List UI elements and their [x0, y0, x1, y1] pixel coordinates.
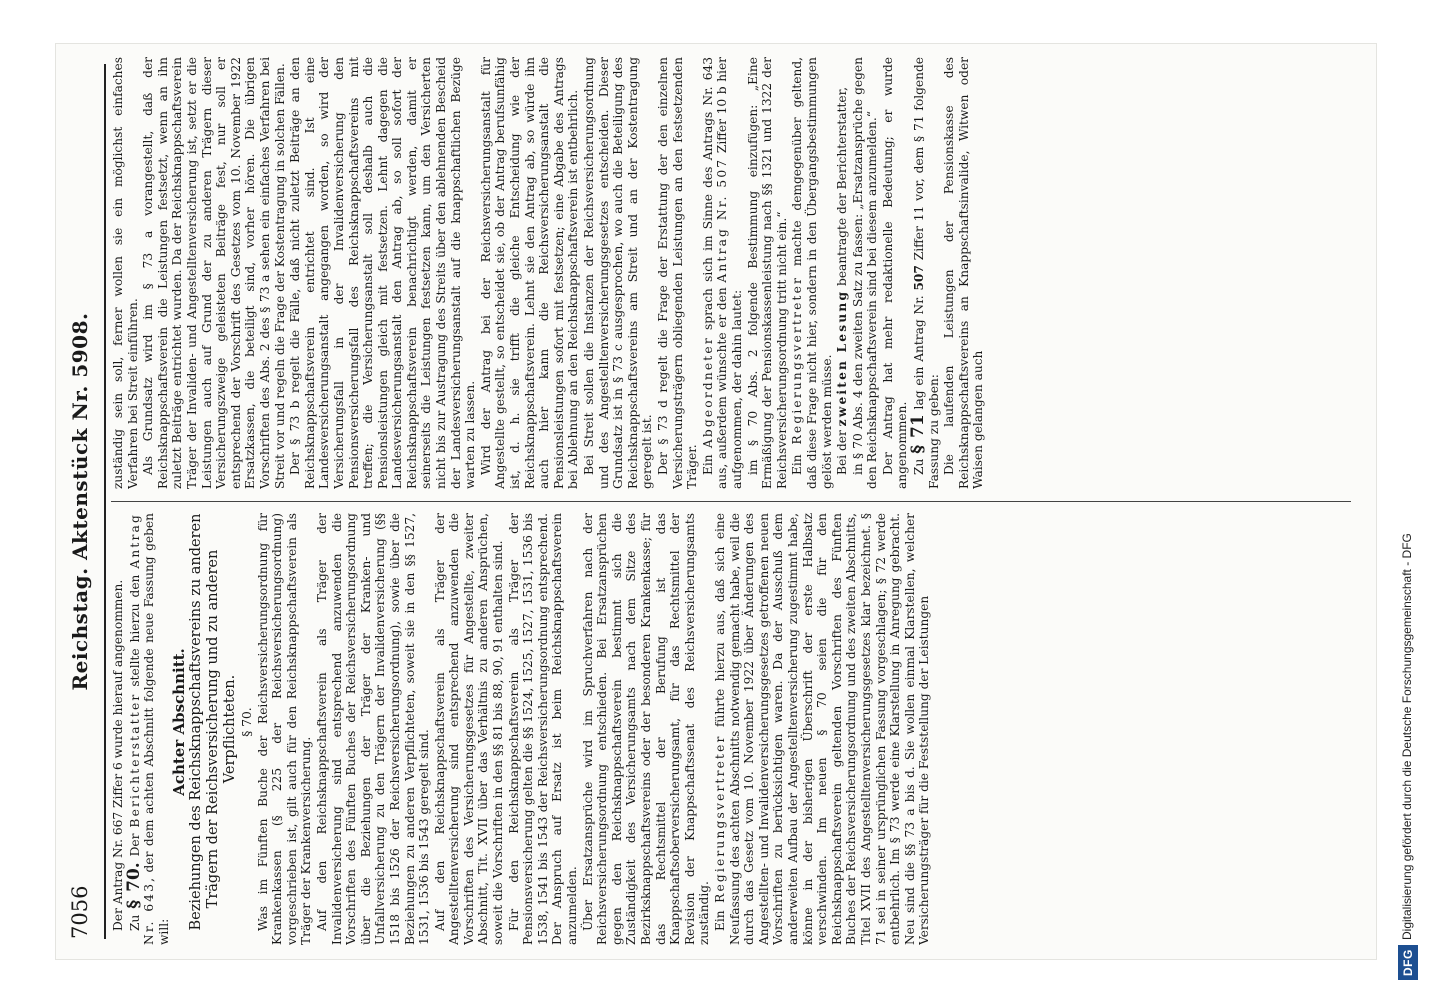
paragraph: Ein Abgeordneter sprach sich im Sinne des Antrags Nr. 643 aus, außerdem wünschte er den Antrag Nr. 507 Ziffer 10 b hier aufgenommen, der dahin lautet: — [700, 57, 744, 489]
paragraph: Ein Regierungsvertreter machte demgegenüber geltend, daß diese Frage nicht hier, sondern in den Übergangsbestimmungen gelöst werden müsse. — [790, 57, 834, 489]
spaced-term: Regierungsvertreter — [712, 734, 727, 903]
column-divider — [111, 501, 1351, 502]
paragraph: Zu § 70. Der Berichterstatter stellte hierzu den Antrag Nr. 643, der dem achten Abschnitt folgende neue Fassung geben will: — [123, 513, 171, 945]
paragraph: Auf den Reichsknappschaftsverein als Träger der Angestelltenversicherung sind entsprechend anzuwenden die Vorschriften des Versicherungsgesetzes für Angestellte, zweiter Abschnitt, Tit. XVII über das Verhältnis zu anderen Ansprüchen, soweit die Vorschriften in den §§ 81 bis 88, 90, 91 enthalten sind. — [432, 513, 506, 945]
spaced-term: Regierungsvertreter — [790, 275, 805, 445]
paragraph: Der Antrag hat mehr redaktionelle Bedeutung; er wurde angenommen. — [880, 57, 910, 489]
spaced-term: Berichterstatter — [127, 692, 142, 828]
digitization-credit: Digitalisierung gefördert durch die Deutsche Forschungsgemeinschaft - DFG — [1400, 533, 1414, 940]
paragraph: Der § 73 d regelt die Frage der Erstattung der den einzelnen Versicherungsträgern obliegenden Leistungen an den festsetzenden Träger. — [655, 57, 700, 489]
section-heading: Achter Abschnitt. — [170, 648, 189, 796]
paragraph: Für den Reichsknappschaftsverein als Träger der Pensionsversicherung gelten die §§ 1524, 1525, 1527, 1531, 1536 bis 1538, 1541 bis 1543 der Reichsversicherungsordnung entsprechend. Der Anspruch auf Ersatz ist beim Reichsknappschaftsverein anzumelden. — [506, 513, 580, 945]
paragraph: Was im Fünften Buche der Reichsversicherungsordnung für Krankenkassen (§ 225 der Reichsversicherungsordnung) vorgeschrieben ist, gilt auch für den Reichsknappschaftsverein als Träger der Krankenversicherung. — [255, 513, 314, 945]
paragraph: Der Antrag Nr. 667 Ziffer 6 wurde hierauf angenommen. — [111, 579, 125, 931]
quoted-amendment: Die laufenden Leistungen der Pensionskasse des Reichsknappschaftsvereins an Knappschaftsinvalide, Witwen oder Waisen gelangen auch — [942, 57, 986, 489]
paragraph: Zu § 71 lag ein Antrag Nr. 507 Ziffer 11 vor, dem § 71 folgende Fassung zu geben: — [908, 57, 941, 489]
section-title: Beziehungen des Reichsknappschaftsvereins zu anderen Trägern der Reichsversicherung und zu anderen Verpflichteten. — [187, 513, 238, 931]
bold-term: zweiten Lesung — [835, 289, 850, 427]
right-column — [111, 57, 1356, 489]
paragraph-symbol: § 70. — [123, 862, 144, 909]
paragraph-symbol: § 71 — [908, 414, 929, 454]
quoted-amendment: in § 70 Abs. 4 den zweiten Satz zu fassen: „Ersatzansprüche gegen den Reichsknappschaftsverein sind bei diesem anzumelden.“ — [850, 57, 880, 489]
left-column — [111, 513, 1356, 945]
dfg-logo: DFG — [1398, 945, 1418, 980]
digitization-credit-bar — [1392, 20, 1428, 980]
quoted-amendment: im § 70 Abs. 2 folgende Bestimmung einzufügen: „Eine Ermäßigung der Pensionskassenleistung nach §§ 1321 und 1322 der Reichsversicherungsordnung tritt nicht ein.“ — [745, 57, 789, 489]
paragraph: Über Ersatzansprüche wird im Spruchverfahren nach der Reichsversicherungsordnung entschieden. Bei Ersatzansprüchen gegen den Reichsknappschaftsverein bestimmt sich die Zuständigkeit des Versicherungsamts nach dem Sitze des Bezirksknappschaftsvereins oder der besonderen Krankenkasse; für das Rechtsmittel der Berufung ist das Knappschaftsoberversicherungsamt, für das Rechtsmittel der Revision der Knappschaftssenat des Reichsversicherungsamts zuständig. — [580, 513, 712, 945]
paragraph: Auf den Reichsknappschaftsverein als Träger der Invalidenversicherung sind entsprechend anzuwenden die Vorschriften des Fünften Buches der Reichsversicherungsordnung über die Beziehungen der Träger der Kranken- und Unfallversicherung zu den Trägern der Invalidenversicherung (§§ 1518 bis 1526 der Reichsversicherungsordnung), sowie über die Beziehungen zu anderen Verpflichteten, soweit sie in den §§ 1527, 1531, 1536 bis 1543 geregelt sind. — [314, 513, 432, 945]
page-header — [68, 64, 98, 939]
paragraph: Als Grundsatz wird im § 73 a vorangestellt, daß der Reichsknappschaftsverein die Leistungen festsetzt, wenn an ihn zuletzt Beiträge entrichtet wurden. Da der Reichsknappschaftsverein Träger der Invaliden- und Angestelltenversicherung ist, setzt er die Leistungen auch auf Grund der zu anderen Trägern dieser Versicherungszweige geleisteten Beiträge fest, nur soll er entsprechend der Vorschrift des Gesetzes vom 10. November 1922 Ersatzkassen, die beteiligt sind, vorher hören. Die übrigen Vorschriften des Abs. 2 des § 73 a sehen ein einfaches Verfahren bei Streit vor und regeln die Frage der Kostentragung in solchen Fällen. — [141, 57, 287, 489]
paragraph: Der § 73 b regelt die Fälle, daß nicht zuletzt Beiträge an den Reichsknappschaftsverein entrichtet sind. Ist eine Landesversicherungsanstalt angegangen worden, so wird der Versicherungsfall in der Invalidenversicherung den Pensionsversicherungsfall des Reichsknappschaftsvereins mit treffen; die Versicherungsanstalt soll deshalb auch die Pensionsleistungen gleich mit festsetzen. Lehnt dagegen die Landesversicherungsanstalt den Antrag ab, so soll sofort der Reichsknappschaftsverein benachrichtigt werden, damit er seinerseits die Leistungen festsetzen kann, um den Versicherten nicht bis zur Austragung des Streits über den ablehnenden Bescheid der Landesversicherungsanstalt auf die knappschaftlichen Bezüge warten zu lassen. — [288, 57, 478, 489]
page-header-title: Reichstag. Aktenstück Nr. 5908. — [68, 312, 92, 691]
section-number: § 70. — [239, 707, 254, 737]
paragraph: Ein Regierungsvertreter führte hierzu aus, daß sich eine Neufassung des achten Abschnitts notwendig gemacht habe, weil die durch das Gesetz vom 10. November 1922 über Änderungen des Angestellten- und Invalidenversicherungsgesetzes getroffenen neuen Vorschriften zu berücksichtigen waren. Da der Ausschuß dem anderweiten Aufbau der Angestelltenversicherung zugestimmt habe, könne in der bisherigen Überschrift der erste Halbsatz verschwinden. Im neuen § 70 seien die für den Reichsknappschaftsverein geltenden Vorschriften des Fünften Buches der Reichsversicherungsordnung und des zweiten Abschnitts, Titel XVII des Angestelltenversicherungsgesetzes klar bezeichnet. § 71 sei in seiner ursprünglichen Fassung vorgeschlagen; § 72 werde entbehrlich. Im § 73 werde eine Klarstellung in Anregung gebracht. Neu sind die §§ 73 a bis d. Sie wollen einmal Klarstellen, welcher Versicherungsträger für die Feststellung der Leistungen — [712, 513, 932, 945]
paragraph: zuständig sein soll, ferner wollen sie ein möglichst einfaches Verfahren bei Streit einführen. — [111, 57, 140, 489]
page-number: 7056 — [68, 885, 92, 939]
spaced-term: Abgeordneter — [700, 336, 715, 449]
paragraph: Bei Streit sollen die Instanzen der Reichsversicherungsordnung und des Angestelltenversicherungsgesetzes entscheiden. Dieser Grundsatz ist in § 73 c ausgesprochen, wo auch die Beteiligung des Reichsknappschaftsvereins am Streit und an der Kostentragung geregelt ist. — [582, 57, 655, 489]
header-divider — [104, 64, 106, 939]
paragraph: Bei der zweiten Lesung beantragte der Berichterstatter, — [835, 87, 850, 475]
paragraph: Wird der Antrag bei der Reichsversicherungsanstalt für Angestellte gestellt, so entscheidet sie, ob der Antrag berufsunfähig ist, d. h. sie trifft die gleiche Entscheidung wie der Reichsknappschaftsverein. Lehnt sie den Antrag ab, so würde ihn auch hier kann die Reichsversicherungsanstalt die Pensionsleistungen sofort mit festsetzen; eine Abgabe des Antrags bei Ablehnung an den Reichsknappschaftsverein ist entbehrlich. — [478, 57, 581, 489]
document-page — [55, 43, 1377, 960]
